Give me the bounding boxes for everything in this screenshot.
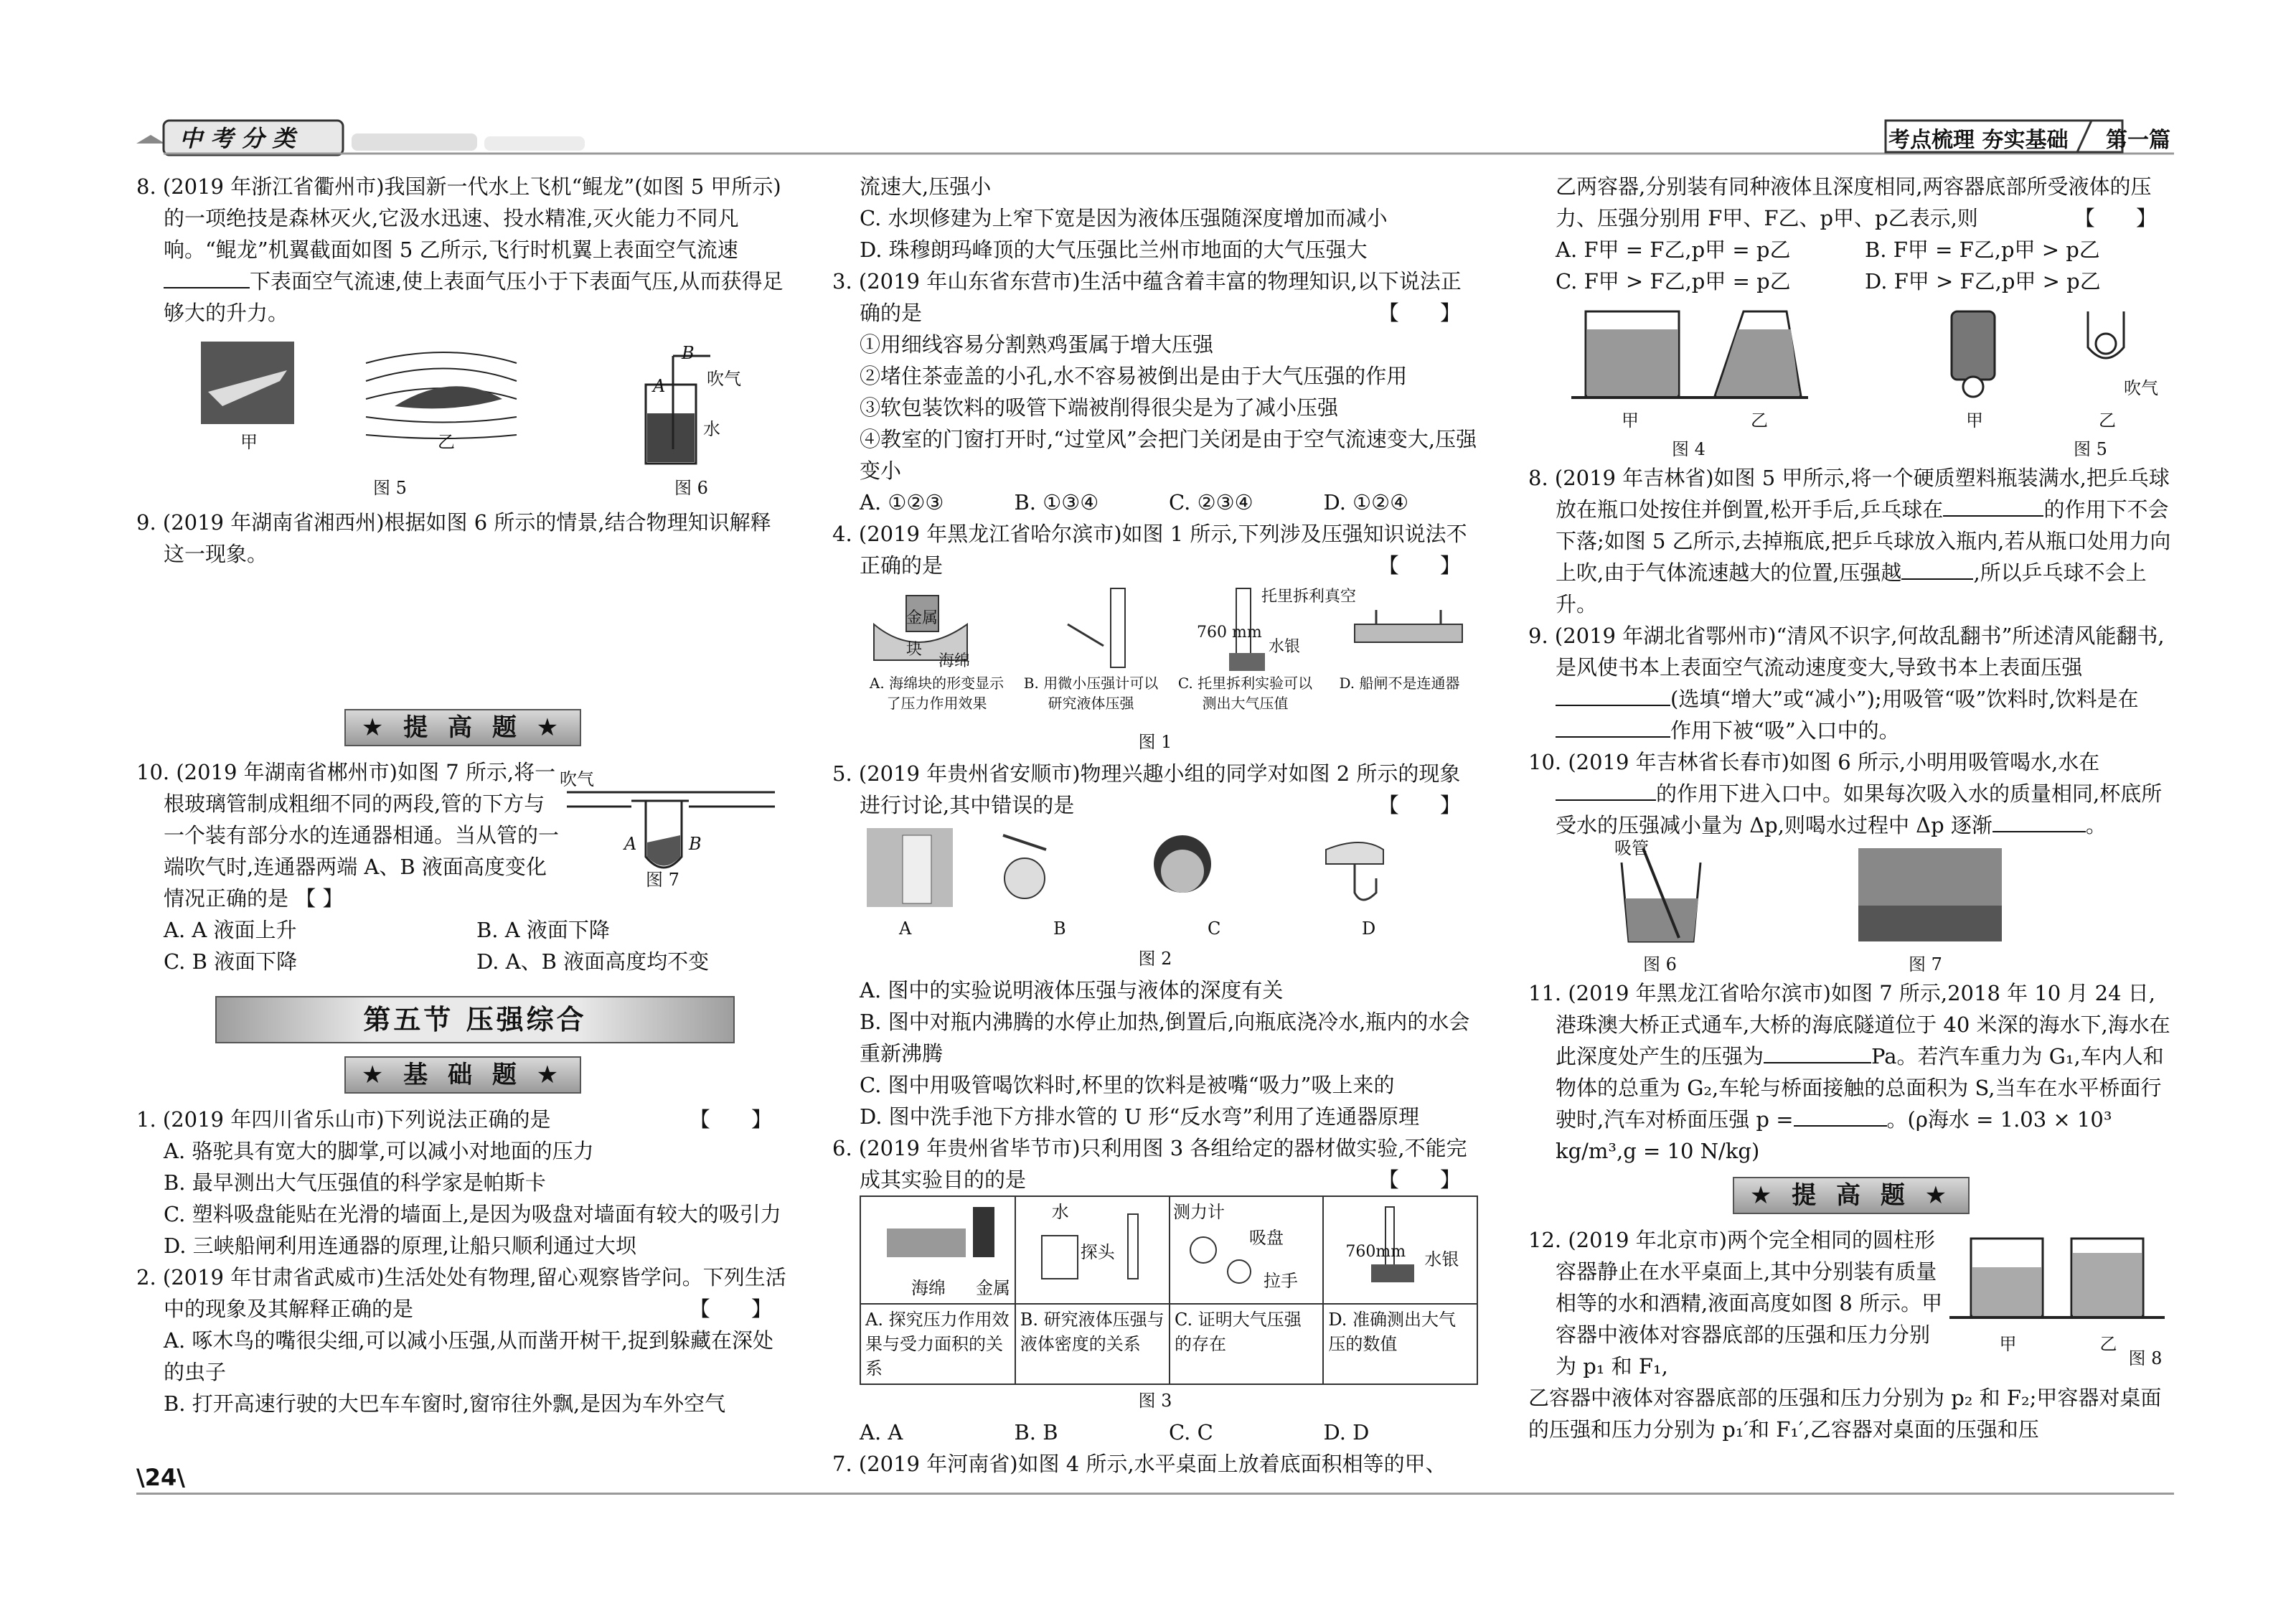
figure-8-drawing	[1949, 1224, 2165, 1332]
fig1-hg: 水银	[1269, 638, 1301, 656]
tag-advanced: ★ 提 高 题 ★	[136, 709, 789, 746]
option-c[interactable]: C. B 液面下降	[164, 949, 298, 974]
answer-blank[interactable]	[1556, 715, 1670, 738]
answer-blank[interactable]	[1943, 494, 2043, 517]
q1-option-d[interactable]: D. 三峡船闸利用连通器的原理,让船只顺利通过大坝	[164, 1234, 636, 1258]
fig5-a: 甲	[1966, 410, 1983, 431]
option-a[interactable]: A. F甲 = F乙,p甲 = p乙	[1556, 238, 1791, 262]
question-10: 10. (2019 年湖南省郴州市)如图 7 所示,将一根玻璃管制成粗细不同的两段,管的下方与一个装有部分水的连通器相通。当从管的一端吹气时,连通器两端 A、B 液面高度变化情况正确的是 【 】	[136, 760, 560, 911]
fig2-letter-d: D	[1362, 919, 1376, 939]
header-right-title: 考点梳理 夯实基础	[1888, 128, 2069, 153]
option-a[interactable]: A. ①②③	[860, 490, 944, 515]
figure-7-drawing	[560, 764, 789, 878]
fig1-caption-b: B. 用微小压强计可以研究液体压强	[1023, 675, 1159, 712]
fig3-a-drawing	[865, 1200, 1009, 1264]
fig5-caption: 图 5	[373, 478, 407, 498]
option-b[interactable]: B. A 液面下降	[476, 918, 610, 942]
fig1-metal: 金属块	[906, 609, 938, 659]
fig3-cell-d	[1323, 1196, 1477, 1304]
q7-continuation: 乙两容器,分别装有同种液体且深度相同,两容器底部所受液体的压力、压强分别用 F甲、F乙、p甲、p乙表示,则 【 】	[1556, 174, 2174, 230]
answer-space[interactable]	[136, 570, 789, 699]
question-7: 7. (2019 年河南省)如图 4 所示,水平桌面上放着底面积相等的甲、	[832, 1452, 1446, 1476]
fig3-cup: 吸盘	[1249, 1228, 1284, 1248]
q2-option-c[interactable]: C. 水坝修建为上窄下宽是因为液体压强随深度增加而减小	[860, 206, 1388, 230]
option-b[interactable]: B. B	[1014, 1420, 1058, 1444]
fig1-mm: 760 mm	[1197, 624, 1262, 642]
page-number: \24\	[136, 1464, 185, 1491]
question-9: 9. (2019 年湖北省鄂州市)“清风不识字,何故乱翻书”所述清风能翻书,是风使书本上表面空气流动速度变大,导致书本上表面压强(选填“增大”或“减小”);用吸管“吸”饮料时,饮料是在作用下被“吸”入口中的。	[1528, 624, 2165, 743]
option-d[interactable]: D. ①②④	[1323, 490, 1409, 515]
fig2-caption: 图 2	[1138, 949, 1172, 969]
fig3-caption-a: A. 探究压力作用效果与受力面积的关系	[860, 1304, 1015, 1384]
fig3-pull: 拉手	[1264, 1271, 1299, 1291]
q2-option-b[interactable]: B. 打开高速行驶的大巴车车窗时,窗帘往外飘,是因为车外空气	[164, 1391, 726, 1416]
question-2: 2. (2019 年甘肃省武威市)生活处处有物理,留心观察皆学问。下列生活中的现象及其解释正确的是 【 】	[136, 1265, 789, 1321]
fig3-caption-d: D. 准确测出大气压的数值	[1323, 1304, 1477, 1384]
figure-1	[860, 581, 1478, 732]
fig1-option-captions	[860, 673, 1477, 713]
question-8: 8. (2019 年吉林省)如图 5 甲所示,将一个硬质塑料瓶装满水,把乒乓球放在瓶口处按住并倒置,松开手后,乒乓球在 的作用下不会下落;如图 5 乙所示,去掉瓶底,把乒乓球放入瓶内,若从瓶口处用力向上吹,由于气体流速越大的位置,压强越 ,所以乒乓球不会上升。	[1528, 466, 2171, 616]
fig1-caption-c: C. 托里拆利实验可以测出大气压值	[1177, 675, 1313, 712]
q2-option-d[interactable]: D. 珠穆朗玛峰顶的大气压强比兰州市地面的大气压强大	[860, 238, 1368, 262]
fig8-b: 乙	[2099, 1334, 2117, 1354]
option-d[interactable]: D. D	[1323, 1420, 1370, 1444]
figure-5-drawing	[179, 342, 753, 471]
figure-6-7-drawing	[1600, 841, 2102, 949]
fig3-caption-c: C. 证明大气压强的存在	[1170, 1304, 1323, 1384]
q3-options	[832, 487, 1478, 518]
fig6-label: 吸管	[1614, 838, 1649, 858]
fig1-sponge: 海绵	[938, 652, 971, 670]
fig3-metal: 金属	[976, 1278, 1010, 1298]
q6-options	[832, 1417, 1478, 1448]
column-3	[1528, 171, 2174, 1445]
fig3-mm: 760mm	[1345, 1243, 1406, 1261]
fig3-cell-a	[860, 1196, 1015, 1304]
fig6-label-B: B	[682, 343, 695, 363]
fig4-caption: 图 4	[1672, 439, 1705, 459]
q10-options-row2	[136, 946, 789, 977]
fig3-probe: 探头	[1080, 1242, 1115, 1262]
q2-option-a[interactable]: A. 啄木鸟的嘴很尖细,可以减小压强,从而凿开树干,捉到躲藏在深处的虫子	[164, 1328, 774, 1384]
q5-option-d[interactable]: D. 图中洗手池下方排水管的 U 形“反水弯”利用了连通器原理	[860, 1104, 1420, 1129]
series-title: 中 考 分 类	[179, 125, 296, 152]
question-8: 8. (2019 年浙江省衢州市)我国新一代水上飞机“鲲龙”(如图 5 甲所示)的一项绝技是森林灭火,它汲水迅速、投水精准,灭火能力不同凡响。“鲲龙”机翼截面如图 5 乙所示,飞行时机翼上表面空气流速下表面空气流速,使上表面气压小于下表面气压,从而获得足够大的升力。	[136, 174, 784, 325]
option-c[interactable]: C. F甲 > F乙,p甲 = p乙	[1556, 269, 1791, 293]
q7-options-row2	[1528, 266, 2174, 297]
fig8-caption: 图 8	[2128, 1348, 2163, 1368]
fig8-a: 甲	[1999, 1334, 2017, 1354]
question-5: 5. (2019 年贵州省安顺市)物理兴趣小组的同学对如图 2 所示的现象进行讨论,其中错误的是 【 】	[832, 761, 1478, 817]
fig7-A: A	[624, 834, 637, 854]
page-header	[0, 0, 2296, 158]
figure-4-5-drawing	[1571, 297, 2174, 412]
column-2	[832, 171, 1478, 1480]
q1-option-a[interactable]: A. 骆驼具有宽大的脚掌,可以减小对地面的压力	[164, 1139, 594, 1163]
figure-2	[860, 821, 1478, 943]
fig7-caption: 图 7	[1909, 954, 1942, 974]
fig6-label-A: A	[653, 376, 666, 396]
answer-blank[interactable]	[1764, 1040, 1871, 1063]
fig5-blow: 吹气	[2124, 378, 2158, 398]
answer-blank[interactable]	[164, 266, 250, 288]
question-3: 3. (2019 年山东省东营市)生活中蕴含着丰富的物理知识,以下说法正确的是 【 】	[832, 269, 1478, 325]
q7-options-row1	[1528, 234, 2174, 266]
fig2-letter-b: B	[1053, 919, 1066, 939]
q3-item-4: ④教室的门窗打开时,“过堂风”会把门关闭是由于空气流速变大,压强变小	[860, 427, 1477, 483]
footer-line	[136, 1493, 2174, 1495]
fig3-cell-c	[1170, 1196, 1323, 1304]
fig6-label-water: 水	[703, 419, 720, 439]
fig1-vacuum: 托里拆利真空	[1261, 588, 1357, 606]
fig2-letters	[860, 913, 1477, 944]
answer-blank[interactable]	[1992, 809, 2086, 832]
option-d[interactable]: D. F甲 > F乙,p甲 > p乙	[1865, 269, 2101, 293]
fig5-b: 乙	[2099, 410, 2116, 431]
fig7-B: B	[689, 834, 702, 854]
fig1-caption-a: A. 海绵块的形变显示了压力作用效果	[869, 675, 1004, 712]
answer-blank[interactable]	[1556, 778, 1656, 801]
figure-2-drawing	[860, 821, 1477, 914]
q2-continuation: 流速大,压强小	[860, 174, 992, 199]
option-a[interactable]: A. A	[860, 1420, 903, 1444]
figure-3-table	[860, 1195, 1478, 1385]
q3-item-1: ①用细线容易分割熟鸡蛋属于增大压强	[860, 332, 1214, 357]
fig3-caption-b: B. 研究液体压强与液体密度的关系	[1015, 1304, 1170, 1384]
figure-5-6	[179, 342, 789, 507]
fig6-caption: 图 6	[1643, 954, 1677, 974]
header-section: 第一篇	[2106, 128, 2170, 153]
fig3-water: 水	[1051, 1202, 1069, 1222]
option-d[interactable]: D. A、B 液面高度均不变	[476, 949, 710, 974]
fig5-label-b: 乙	[438, 432, 455, 452]
fig6-label-blow: 吹气	[707, 369, 741, 389]
fig7-blow: 吹气	[560, 769, 594, 789]
fig1-caption: 图 1	[1138, 732, 1172, 752]
fig2-letter-a: A	[899, 919, 912, 939]
q5-option-b[interactable]: B. 图中对瓶内沸腾的水停止加热,倒置后,向瓶底浇冷水,瓶内的水会重新沸腾	[860, 1010, 1470, 1066]
option-b[interactable]: B. F甲 = F乙,p甲 > p乙	[1865, 238, 2100, 262]
fig6-caption: 图 6	[674, 478, 708, 498]
answer-blank[interactable]	[1556, 683, 1670, 706]
q3-item-3: ③软包装饮料的吸管下端被削得很尖是为了减小压强	[860, 395, 1339, 420]
fig3-dyn: 测力计	[1173, 1202, 1225, 1222]
figure-6-7	[1600, 838, 2174, 977]
q1-option-b[interactable]: B. 最早测出大气压强值的科学家是帕斯卡	[164, 1170, 546, 1195]
question-4: 4. (2019 年黑龙江省哈尔滨市)如图 1 所示,下列涉及压强知识说法不正确的是 【 】	[832, 522, 1478, 578]
q5-option-c[interactable]: C. 图中用吸管喝饮料时,杯里的饮料是被嘴“吸力”吸上来的	[860, 1073, 1395, 1097]
q12-continuation: 乙容器中液体对容器底部的压强和压力分别为 p₂ 和 F₂;甲容器对桌面的压强和压力分别为 p₁′和 F₁′,乙容器对桌面的压强和压	[1528, 1386, 2162, 1442]
column-1	[136, 171, 789, 1419]
fig3-caption: 图 3	[1138, 1391, 1172, 1411]
option-c[interactable]: C. C	[1169, 1420, 1213, 1444]
tag-basic: ★ 基 础 题 ★	[136, 1056, 789, 1094]
fig1-caption-d: D. 船闸不是连通器	[1339, 675, 1460, 692]
option-a[interactable]: A. A 液面上升	[164, 918, 297, 942]
fig3-hg: 水银	[1424, 1249, 1459, 1269]
section-title: 第五节 压强综合	[215, 996, 735, 1043]
question-6: 6. (2019 年贵州省毕节市)只利用图 3 各组给定的器材做实验,不能完成其实验目的的是 【 】	[832, 1136, 1478, 1192]
option-b[interactable]: B. ①③④	[1014, 490, 1099, 515]
q3-item-2: ②堵住茶壶盖的小孔,水不容易被倒出是由于大气压强的作用	[860, 364, 1408, 388]
tag-advanced: ★ 提 高 题 ★	[1528, 1177, 2174, 1214]
fig2-letter-c: C	[1208, 919, 1221, 939]
question-12: 12. (2019 年北京市)两个完全相同的圆柱形容器静止在水平桌面上,其中分别装有质量相等的水和酒精,液面高度如图 8 所示。甲容器中液体对容器底部的压强和压力分别为 p₁ 和 F₁,	[1528, 1228, 1943, 1378]
fig5-label-a: 甲	[240, 432, 258, 452]
figure-7	[560, 764, 789, 893]
figure-4-5	[1571, 297, 2174, 462]
q5-option-a[interactable]: A. 图中的实验说明液体压强与液体的深度有关	[860, 978, 1284, 1002]
question-1: 1. (2019 年四川省乐山市)下列说法正确的是 【 】	[136, 1107, 789, 1132]
question-10: 10. (2019 年吉林省长春市)如图 6 所示,小明用吸管喝水,水在的作用下进入口中。如果每次吸入水的质量相同,杯底所受水的压强减小量为 Δp,则喝水过程中 Δp 逐渐 。	[1528, 750, 2163, 837]
answer-blank[interactable]	[1901, 557, 1973, 580]
fig5-caption: 图 5	[2074, 439, 2107, 459]
fig4-b: 乙	[1751, 410, 1768, 431]
question-9: 9. (2019 年湖南省湘西州)根据如图 6 所示的情景,结合物理知识解释这一现象。	[136, 510, 771, 566]
question-11: 11. (2019 年黑龙江省哈尔滨市)如图 7 所示,2018 年 10 月 24 日,港珠澳大桥正式通车,大桥的海底隧道位于 40 米深的海水下,海水在此深度处产生的压强为 Pa。若汽车重力为 G₁,车内人和物体的总重为 G₂,车轮与桥面接触的总面积为 S,当车在水平桥面行驶时,汽车对桥面压强 p = 。(ρ海水 = 1.03 × 10³ kg/m³,g = 10 N/kg)	[1528, 981, 2170, 1163]
fig7-caption: 图 7	[646, 870, 679, 890]
q1-option-c[interactable]: C. 塑料吸盘能贴在光滑的墙面上,是因为吸盘对墙面有较大的吸引力	[164, 1202, 781, 1226]
option-c[interactable]: C. ②③④	[1169, 490, 1253, 515]
answer-blank[interactable]	[1794, 1104, 1887, 1127]
fig4-a: 甲	[1622, 410, 1639, 431]
figure-8	[1949, 1224, 2174, 1368]
fig3-cell-b	[1015, 1196, 1170, 1304]
q10-options-row1	[136, 914, 789, 946]
fig3-sponge: 海绵	[911, 1278, 946, 1298]
